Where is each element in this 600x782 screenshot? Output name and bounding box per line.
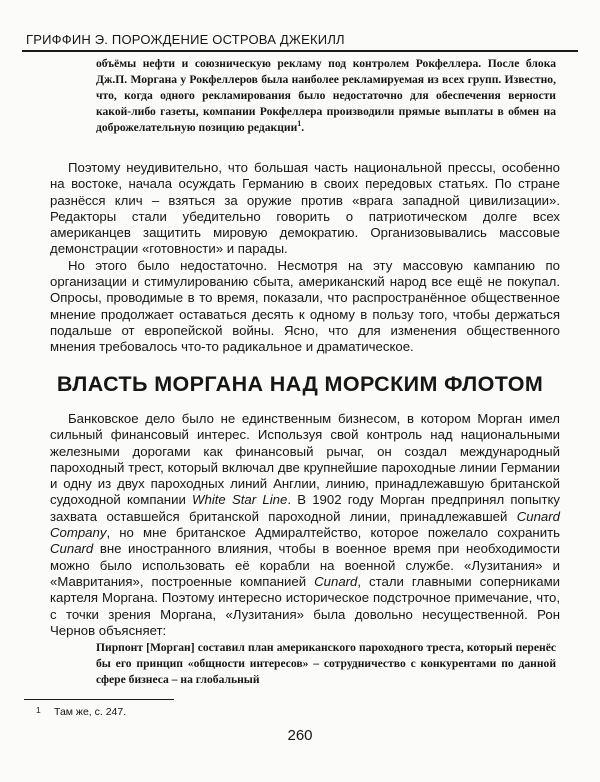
paragraph: Но этого было недостаточно. Несмотря на эту массовую кампанию по организации и стимулированию сбыта, американский народ все ещё не покупал. Опросы, проводимые в то время, показали, что распространённое общественное мнение продолжает оставаться десять к одному в пользу того, чтобы держаться подальше от европейской войны. Ясно, что для изменения общественного мнения требовалось что-то радикальное и драматическое. [50,257,560,355]
body-text-after-heading [50,411,560,639]
company-name-italic: Cunard [314,573,358,589]
page-number: 260 [287,727,313,744]
text-run: вне иностранного влияния, чтобы в военное время при необходимости можно было использовать её корабли на военной службе. «Лузитания» и «Мавритания», построенные компанией [50,541,560,589]
running-head: ГРИФФИН Э. ПОРОЖДЕНИЕ ОСТРОВА ДЖЕКИЛЛ [26,32,345,47]
footnote [36,705,126,718]
footnote-rule [24,699,174,700]
quote-block-bottom: Пирпонт [Морган] составил план американского пароходного треста, который перенёс бы его принцип «общности интересов» – сотрудничество с конкурентами по данной сфере бизнеса – на глобальный [96,641,556,687]
text-run: , но мне британское Адмиралтейство, которое пожелало сохранить [106,525,560,541]
company-name-italic: White Star Line [192,492,288,508]
text-run: Банковское дело было не единственным бизнесом, в котором Морган имел сильный финансовый интерес. Используя свой контроль над национальными железными дорогами как финансовый рычаг, он создал международный пароходный трест, который включал две крупнейшие пароходные линии Германии и одну из двух пароходных линий Англии, линию, принадлежавшую британской судоходной компании [50,411,560,508]
footnote-ref[interactable]: 1 [297,119,302,129]
text-run: , стали главными соперниками картеля Моргана. Поэтому интересно историческое подстрочное примечание, что, с точки зрения Моргана, «Лузитания» была довольно несущественной. Рон Чернов объясняет: [50,573,560,638]
quote-top-text: объёмы нефти и союзническую рекламу под контролем Рокфеллера. После блока Дж.П. Моргана у Рокфеллеров была наиболее рекламируемая из всех групп. Известно, что, когда одного рекламирования было недостаточно для обеспечения верности какой-либо газеты, компании Рокфеллера производили прямые выплаты в обмен на доброжелательную позицию редакции [96,57,556,135]
paragraph [50,411,560,639]
company-name-italic: Cunard Company [50,508,560,541]
section-heading: ВЛАСТЬ МОРГАНА НАД МОРСКИМ ФЛОТОМ [56,372,544,396]
quote-block-top: объёмы нефти и союзническую рекламу под контролем Рокфеллера. После блока Дж.П. Моргана у Рокфеллеров была наиболее рекламируемая из всех групп. Известно, что, когда одного рекламирования было недостаточно для обеспечения верности какой-либо газеты, компании Рокфеллера производили прямые выплаты в обмен на доброжелательную позицию редакции$^1$. [96,57,556,135]
paragraph: Поэтому неудивительно, что большая часть национальной прессы, особенно на востоке, начала осуждать Германию в своих передовых статьях. По стране разнёсся клич – взяться за оружие против «врага западной цивилизации». Редакторы стали убедительно говорить о патриотическом долге всех американцев защитить мировую демократию. Организовывались массовые демонстрации «готовности» и парады. [50,160,560,257]
text-run: . В 1902 году Морган предпринял попытку захвата оставшейся британской пароходной линии, принадлежавшей [50,492,561,524]
header-rule [22,50,578,52]
footnote-text: Там же, с. 247. [54,706,127,718]
company-name-italic: Cunard [50,541,94,557]
body-text-before-heading [50,160,560,356]
footnote-number: 1 [36,705,41,715]
